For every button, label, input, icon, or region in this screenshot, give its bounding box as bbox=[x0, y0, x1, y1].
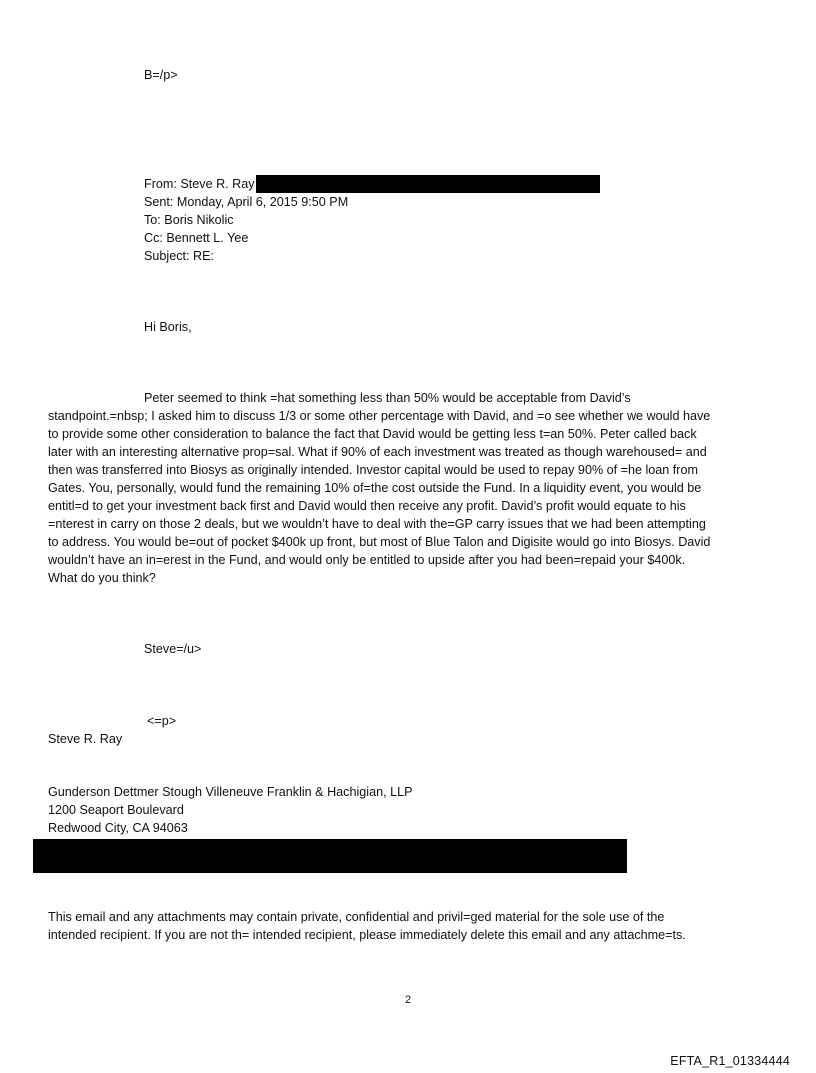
body-line: standpoint.=nbsp; I asked him to discuss 1/3 or some other percentage with David, and =o see whether we would have bbox=[48, 409, 711, 423]
body-line: =nterest in carry on those 2 deals, but we wouldn’t have to deal with the=GP carry issues that we had been attempting bbox=[48, 517, 706, 531]
body-line: wouldn’t have an in=erest in the Fund, and would only be entitled to upside after you had been=repaid your $400k. bbox=[48, 553, 686, 567]
body-line: Gates. You, personally, would fund the remaining 10% of=the cost outside the Fund. In a liquidity event, you would be bbox=[48, 481, 702, 495]
body-line: What do you think? bbox=[48, 571, 156, 585]
signoff: Steve=/u> bbox=[144, 642, 202, 656]
disclaimer-line: intended recipient. If you are not th= intended recipient, please immediately delete this email and any attachme=ts. bbox=[48, 928, 686, 942]
body-line: to address. You would be=out of pocket $400k up front, but most of Blue Talon and Digisite would go into Biosys. David bbox=[48, 535, 711, 549]
greeting: Hi Boris, bbox=[144, 320, 192, 334]
body-line: to provide some other consideration to balance the fact that David would be getting less t=an 50%. Peter called back bbox=[48, 427, 697, 441]
html-fragment-p: <=p> bbox=[147, 714, 177, 728]
signature-address-line1: 1200 Seaport Boulevard bbox=[48, 803, 184, 817]
body-line: later with an interesting alternative prop=sal. What if 90% of each investment was treated as though warehoused= and bbox=[48, 445, 707, 459]
redaction-bar-email bbox=[256, 175, 600, 193]
disclaimer-line: This email and any attachments may contain private, confidential and privil=ged material for the sole use of the bbox=[48, 910, 665, 924]
body-line: then was transferred into Biosys as originally intended. Investor capital would be used to repay 90% of =he loan from bbox=[48, 463, 698, 477]
html-fragment-top: B=/p> bbox=[144, 68, 178, 82]
body-paragraph bbox=[48, 389, 778, 587]
signature-firm: Gunderson Dettmer Stough Villeneuve Franklin & Hachigian, LLP bbox=[48, 785, 413, 799]
body-line: entitl=d to get your investment back first and David would then receive any profit. David’s profit would equate to his bbox=[48, 499, 686, 513]
signature-address-line2: Redwood City, CA 94063 bbox=[48, 821, 188, 835]
email-subject: Subject: RE: bbox=[144, 249, 214, 263]
page-number: 2 bbox=[404, 994, 412, 1006]
body-line: Peter seemed to think =hat something less than 50% would be acceptable from David’s bbox=[144, 391, 631, 405]
email-to: To: Boris Nikolic bbox=[144, 213, 234, 227]
email-sent: Sent: Monday, April 6, 2015 9:50 PM bbox=[144, 195, 349, 209]
redaction-bar-contact bbox=[33, 839, 627, 873]
signature-name: Steve R. Ray bbox=[48, 732, 123, 746]
document-id: EFTA_R1_01334444 bbox=[670, 1054, 790, 1068]
email-cc: Cc: Bennett L. Yee bbox=[144, 231, 249, 245]
email-from: From: Steve R. Ray bbox=[144, 177, 255, 191]
